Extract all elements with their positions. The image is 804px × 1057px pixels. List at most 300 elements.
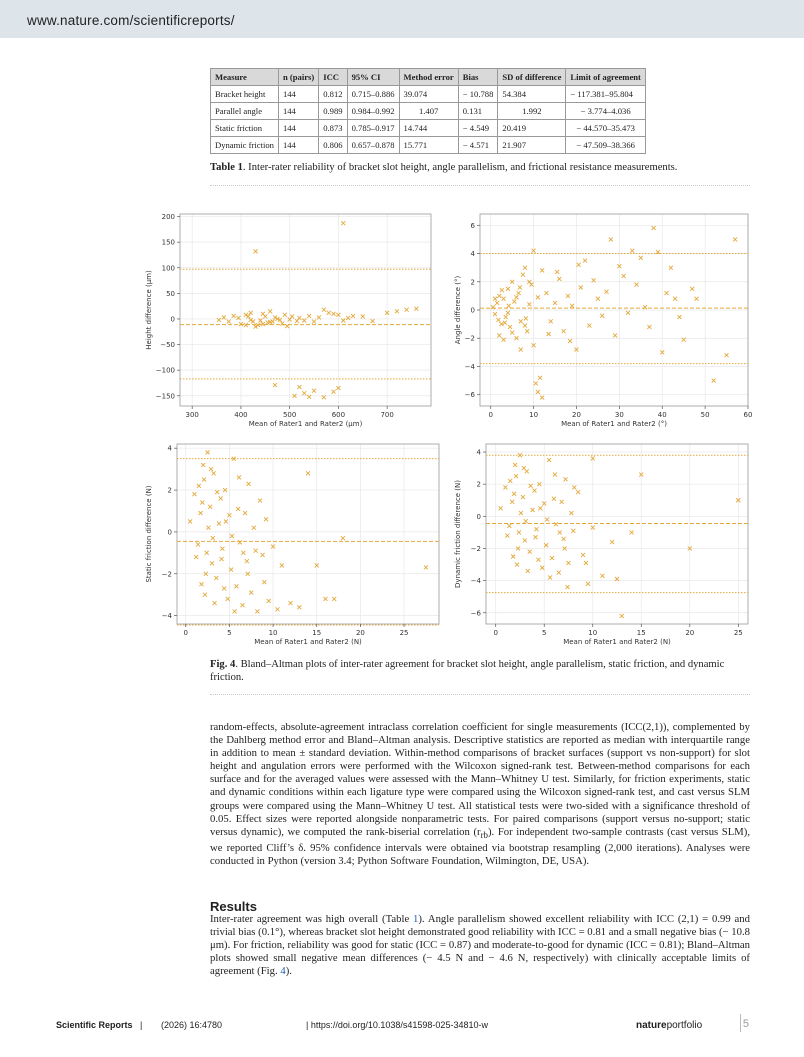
x-axis-label: Mean of Rater1 and Rater2 (N) [563, 638, 671, 646]
data-point [414, 307, 418, 311]
cell: Static friction [211, 120, 279, 137]
x-tick-label: 30 [614, 411, 624, 419]
y-tick-label: 0 [170, 315, 175, 324]
x-tick-label: 20 [355, 629, 365, 637]
cell: − 10.788 [458, 86, 498, 103]
table-header-row [211, 69, 646, 86]
data-point [514, 295, 518, 299]
table-1-caption [210, 161, 750, 174]
data-point [526, 569, 530, 573]
data-point [562, 329, 566, 333]
figure-4-label[interactable]: Fig. 4 [210, 659, 236, 670]
y-tick-label: −2 [161, 570, 172, 579]
data-point [528, 550, 532, 554]
y-tick-label: 0 [167, 528, 172, 537]
y-tick-label: 50 [166, 289, 175, 298]
y-tick-label: 2 [167, 486, 172, 495]
data-point [236, 507, 240, 511]
publisher-logo-bold: nature [636, 1020, 667, 1031]
data-point [261, 322, 265, 326]
cell: − 4.549 [458, 120, 498, 137]
data-point [515, 563, 519, 567]
data-point [199, 511, 203, 515]
footer-separator: | [140, 1020, 143, 1030]
data-point [524, 519, 528, 523]
data-point [572, 485, 576, 489]
col-measure: Measure [211, 69, 279, 86]
y-tick-label: −150 [155, 392, 175, 401]
data-point [245, 559, 249, 563]
cell: 0.131 [458, 103, 498, 120]
site-header-bar [0, 0, 804, 38]
y-tick-label: 4 [476, 448, 481, 457]
data-point [521, 273, 525, 277]
data-point [519, 319, 523, 323]
data-point [497, 294, 501, 298]
data-point [534, 527, 538, 531]
data-point [289, 601, 293, 605]
methods-paragraph [210, 721, 750, 868]
x-tick-label: 0 [183, 629, 188, 637]
cell: 39.074 [399, 86, 458, 103]
col-n-pairs: n (pairs) [278, 69, 318, 86]
data-point [549, 319, 553, 323]
data-point [346, 316, 350, 320]
data-point [197, 484, 201, 488]
data-point [669, 266, 673, 270]
y-tick-label: 0 [476, 512, 481, 521]
data-point [690, 287, 694, 291]
site-url[interactable]: www.nature.com/scientificreports/ [27, 13, 235, 28]
data-point [733, 237, 737, 241]
data-point [596, 297, 600, 301]
data-point [236, 316, 240, 320]
table-1-label[interactable]: Table 1 [210, 162, 243, 173]
y-tick-label: −4 [464, 362, 475, 371]
data-point [587, 324, 591, 328]
data-point [275, 607, 279, 611]
data-point [613, 333, 617, 337]
data-point [232, 314, 236, 318]
x-tick-label: 10 [588, 629, 598, 637]
data-point [196, 542, 200, 546]
data-point [264, 517, 268, 521]
data-point [510, 500, 514, 504]
data-point [604, 290, 608, 294]
data-point [639, 256, 643, 260]
data-point [568, 339, 572, 343]
table-1-ref-link[interactable]: 1 [413, 913, 419, 925]
footer-volume: (2026) 16:4780 [161, 1020, 223, 1030]
data-point [512, 492, 516, 496]
data-point [508, 479, 512, 483]
data-point [673, 297, 677, 301]
y-tick-label: −2 [470, 544, 481, 553]
data-point [202, 478, 206, 482]
data-point [247, 482, 251, 486]
x-tick-label: 25 [399, 629, 409, 637]
y-tick-label: −2 [464, 334, 475, 343]
figure-4-caption [210, 658, 750, 684]
cell: − 44.570–35.473 [566, 120, 645, 137]
data-point [503, 485, 507, 489]
data-point [249, 591, 253, 595]
data-point [244, 323, 248, 327]
data-point [322, 308, 326, 312]
x-tick-label: 50 [700, 411, 710, 419]
data-point [519, 511, 523, 515]
results-text-3: ). [285, 965, 292, 978]
x-tick-label: 5 [227, 629, 232, 637]
y-axis-label: Height difference (μm) [145, 270, 153, 350]
y-tick-label: 6 [470, 221, 475, 230]
data-point [220, 547, 224, 551]
table-row [211, 120, 646, 137]
data-point [545, 518, 549, 522]
data-point [554, 522, 558, 526]
y-tick-label: 100 [161, 264, 175, 273]
cell: 0.785–0.917 [347, 120, 399, 137]
data-point [725, 353, 729, 357]
data-point [523, 266, 527, 270]
data-point [513, 463, 517, 467]
data-point [273, 383, 277, 387]
data-point [211, 536, 215, 540]
data-point [262, 580, 266, 584]
data-point [531, 508, 535, 512]
y-tick-label: −6 [464, 391, 475, 400]
data-point [518, 285, 522, 289]
data-point [630, 530, 634, 534]
data-point [212, 471, 216, 475]
data-point [252, 526, 256, 530]
cell: 144 [278, 103, 318, 120]
x-tick-label: 10 [268, 629, 278, 637]
x-tick-label: 10 [529, 411, 539, 419]
data-point [254, 549, 258, 553]
data-point [323, 597, 327, 601]
data-point [584, 561, 588, 565]
data-point [254, 249, 258, 253]
data-point [538, 506, 542, 510]
data-point [635, 283, 639, 287]
data-point [576, 490, 580, 494]
methods-text-2: ). For independent two-sample contrasts (cast versus SLM), we reported Cliff’s δ. 95% confidence intervals were obtained via bootstrap resampling (2,000 iterations). Analyses were conducted in Python (version 3.4; Python Software Foundation, Wilmington, DE, USA). [210, 825, 751, 868]
page-number: 5 [742, 1018, 749, 1030]
data-point [630, 249, 634, 253]
data-point [540, 566, 544, 570]
x-tick-label: 25 [733, 629, 743, 637]
data-point [536, 390, 540, 394]
data-point [517, 291, 521, 295]
y-tick-label: 4 [470, 250, 475, 259]
data-point [569, 511, 573, 515]
data-point [224, 519, 228, 523]
data-point [558, 530, 562, 534]
data-point [533, 535, 537, 539]
data-point [206, 526, 210, 530]
data-point [200, 501, 204, 505]
plot-static-friction [143, 440, 443, 646]
data-point [497, 333, 501, 337]
data-point [647, 325, 651, 329]
data-point [217, 318, 221, 322]
data-point [205, 551, 209, 555]
data-point [220, 557, 224, 561]
data-point [302, 391, 306, 395]
data-point [312, 320, 316, 324]
data-point [351, 314, 355, 318]
data-point [341, 536, 345, 540]
divider [210, 694, 750, 695]
x-tick-label: 20 [572, 411, 581, 419]
y-tick-label: −100 [155, 366, 175, 375]
data-point [581, 553, 585, 557]
x-tick-label: 400 [234, 411, 248, 419]
data-point [536, 558, 540, 562]
data-point [534, 381, 538, 385]
cell: − 4.571 [458, 137, 498, 154]
cell: − 117.381–95.804 [566, 86, 645, 103]
cell: Bracket height [211, 86, 279, 103]
y-tick-label: 200 [161, 213, 175, 222]
figure-4-caption-text: . Bland–Altman plots of inter-rater agreement for bracket slot height, angle parallelism, static friction, and dynamic friction. [210, 659, 725, 683]
data-point [566, 585, 570, 589]
data-point [514, 474, 518, 478]
data-point [562, 537, 566, 541]
data-point [552, 497, 556, 501]
cell: 0.984–0.992 [347, 103, 399, 120]
x-tick-label: 20 [685, 629, 695, 637]
data-point [267, 599, 271, 603]
data-point [395, 309, 399, 313]
data-point [712, 379, 716, 383]
data-point [652, 226, 656, 230]
footer-doi-link[interactable]: | https://doi.org/10.1038/s41598-025-34810-w [306, 1020, 488, 1030]
data-point [203, 593, 207, 597]
data-point [544, 291, 548, 295]
data-point [219, 496, 223, 500]
data-point [553, 473, 557, 477]
data-point [547, 332, 551, 336]
data-point [332, 597, 336, 601]
data-point [214, 576, 218, 580]
data-point [511, 555, 515, 559]
data-point [341, 221, 345, 225]
x-axis-label: Mean of Rater1 and Rater2 (N) [254, 638, 362, 646]
col-sd: SD of difference [498, 69, 566, 86]
data-point [258, 499, 262, 503]
cell: 0.812 [319, 86, 347, 103]
y-axis-label: Angle difference (°) [454, 275, 462, 345]
data-point [194, 555, 198, 559]
data-point [222, 586, 226, 590]
data-point [507, 304, 511, 308]
y-tick-label: 2 [470, 278, 475, 287]
data-point [285, 324, 289, 328]
data-point [518, 453, 522, 457]
data-point [536, 295, 540, 299]
methods-subscript: rb [480, 829, 488, 840]
data-point [557, 277, 561, 281]
divider [210, 185, 750, 186]
cell: Parallel angle [211, 103, 279, 120]
data-point [332, 312, 336, 316]
data-point [600, 574, 604, 578]
data-point [665, 291, 669, 295]
data-point [517, 530, 521, 534]
data-point [533, 489, 537, 493]
data-point [217, 522, 221, 526]
col-method-error: Method error [399, 69, 458, 86]
data-point [243, 511, 247, 515]
cell: − 3.774–4.036 [566, 103, 645, 120]
table-row [211, 137, 646, 154]
data-point [280, 563, 284, 567]
y-tick-label: 4 [167, 444, 172, 453]
data-point [540, 268, 544, 272]
cell: 1.992 [498, 103, 566, 120]
data-point [290, 314, 294, 318]
data-point [327, 311, 331, 315]
results-text-1: Inter-rater agreement was high overall (Table [210, 913, 414, 925]
data-point [199, 582, 203, 586]
data-point [249, 311, 253, 315]
cell: 0.715–0.886 [347, 86, 399, 103]
data-point [571, 529, 575, 533]
cell: 144 [278, 120, 318, 137]
data-point [405, 308, 409, 312]
data-point [570, 304, 574, 308]
data-point [540, 396, 544, 400]
data-point [312, 389, 316, 393]
data-point [209, 467, 213, 471]
data-point [188, 519, 192, 523]
data-point [215, 490, 219, 494]
cell: 21.907 [498, 137, 566, 154]
data-point [493, 312, 497, 316]
data-point [626, 311, 630, 315]
methods-text: random-effects, absolute-agreement intraclass correlation coefficient for single measurements (ICC(2,1)), complemented by the Dahlberg method error and Bland–Altman analysis. Descriptive statistics are reported as median with interquartile range in addition to mean ± standard deviation. Within-method comparisons of bracket surfaces (support vs non-support) for slot height and angulation errors were performed with the Wilcoxon signed-rank test. Between-method comparisons for each surface and for the averaged values were assessed with the Mann–Whitney U test. Similarly, for friction experiments, static and dynamic conditions within each ligature type were compared using the Wilcoxon signed-rank test, and cast versus SLM groups were compared using the Mann–Whitney U test. All statistical tests were two-sided with a significance threshold of 0.05. Effect sizes were reported alongside nonparametric tests. For paired comparisons (support versus no-support; static versus dynamic), we computed the rank-biserial correlation (r [210, 721, 750, 838]
y-axis-label: Static friction difference (N) [145, 485, 153, 583]
x-tick-label: 15 [636, 629, 646, 637]
data-point [210, 561, 214, 565]
data-point [586, 582, 590, 586]
footer-divider [740, 1014, 741, 1032]
data-point [499, 506, 503, 510]
data-point [213, 601, 217, 605]
data-point [496, 318, 500, 322]
data-point [237, 475, 241, 479]
data-point [547, 458, 551, 462]
data-point [512, 300, 516, 304]
plot-frame [180, 214, 431, 406]
x-tick-label: 0 [488, 411, 493, 419]
data-point [522, 466, 526, 470]
y-tick-label: 150 [161, 238, 175, 247]
data-point [307, 395, 311, 399]
data-point [609, 237, 613, 241]
data-point [208, 505, 212, 509]
publisher-logo-light: portfolio [666, 1020, 703, 1031]
x-tick-label: 60 [743, 411, 752, 419]
y-tick-label: −4 [470, 577, 481, 586]
plot-frame [177, 444, 439, 624]
data-point [600, 314, 604, 318]
data-point [579, 285, 583, 289]
data-point [241, 603, 245, 607]
data-point [233, 609, 237, 613]
data-point [508, 325, 512, 329]
data-point [524, 316, 528, 320]
data-point [506, 311, 510, 315]
data-point [566, 561, 570, 565]
data-point [307, 314, 311, 318]
data-point [261, 553, 265, 557]
plot-dynamic-friction [452, 440, 752, 646]
data-point [555, 270, 559, 274]
data-point [529, 283, 533, 287]
x-tick-label: 15 [312, 629, 322, 637]
data-point [495, 301, 499, 305]
col-ci: 95% CI [347, 69, 399, 86]
data-point [506, 287, 510, 291]
data-point [620, 614, 624, 618]
figure-4-ref-link[interactable]: 4 [280, 965, 286, 978]
col-loa: Limit of agreement [566, 69, 645, 86]
cell: 54.384 [498, 86, 566, 103]
publisher-logo [636, 1020, 702, 1031]
cell: Dynamic friction [211, 137, 279, 154]
x-tick-label: 5 [541, 629, 547, 637]
cell: 20.419 [498, 120, 566, 137]
y-tick-label: −6 [470, 609, 481, 618]
data-point [564, 477, 568, 481]
x-axis-label: Mean of Rater1 and Rater2 (μm) [248, 420, 363, 428]
footer-journal: Scientific Reports [56, 1020, 133, 1030]
x-tick-label: 700 [380, 411, 394, 419]
data-point [677, 315, 681, 319]
y-tick-label: −4 [161, 612, 172, 621]
table-1 [210, 68, 646, 154]
data-point [255, 609, 259, 613]
data-point [523, 538, 527, 542]
data-point [566, 294, 570, 298]
cell: − 47.509–38.366 [566, 137, 645, 154]
table-1-caption-text: . Inter-rater reliability of bracket slot height, angle parallelism, and frictional resistance measurements. [242, 162, 678, 173]
data-point [622, 274, 626, 278]
data-point [502, 297, 506, 301]
data-point [583, 259, 587, 263]
cell: 0.989 [319, 103, 347, 120]
y-tick-label: 0 [470, 306, 475, 315]
data-point [527, 302, 531, 306]
x-axis-label: Mean of Rater1 and Rater2 (°) [561, 420, 667, 428]
data-point [297, 605, 301, 609]
plot-frame [486, 444, 748, 624]
data-point [507, 524, 511, 528]
x-tick-label: 600 [331, 411, 346, 419]
x-tick-label: 500 [282, 411, 297, 419]
data-point [525, 329, 529, 333]
results-text-2: ). Angle parallelism showed excellent reliability with ICC (2,1) = 0.99 and trivial bias (0.1°), whereas bracket slot height demonstrated good reliability with ICC = 0.81 and a small negative bias (− 10.8 μm). For friction, reliability was good for static (ICC = 0.87) and moderate-to-good for dynamic (ICC = 0.81); Bland–Altman plots showed small negative mean differences (− 4.5 N and − 4.6 N, respectively) with clinically acceptable limits of agreement (Fig. [210, 913, 750, 978]
data-point [577, 263, 581, 267]
data-point [261, 312, 265, 316]
x-tick-label: 0 [493, 629, 498, 637]
y-tick-label: −50 [160, 341, 175, 350]
results-paragraph [210, 913, 750, 978]
data-point [500, 288, 504, 292]
